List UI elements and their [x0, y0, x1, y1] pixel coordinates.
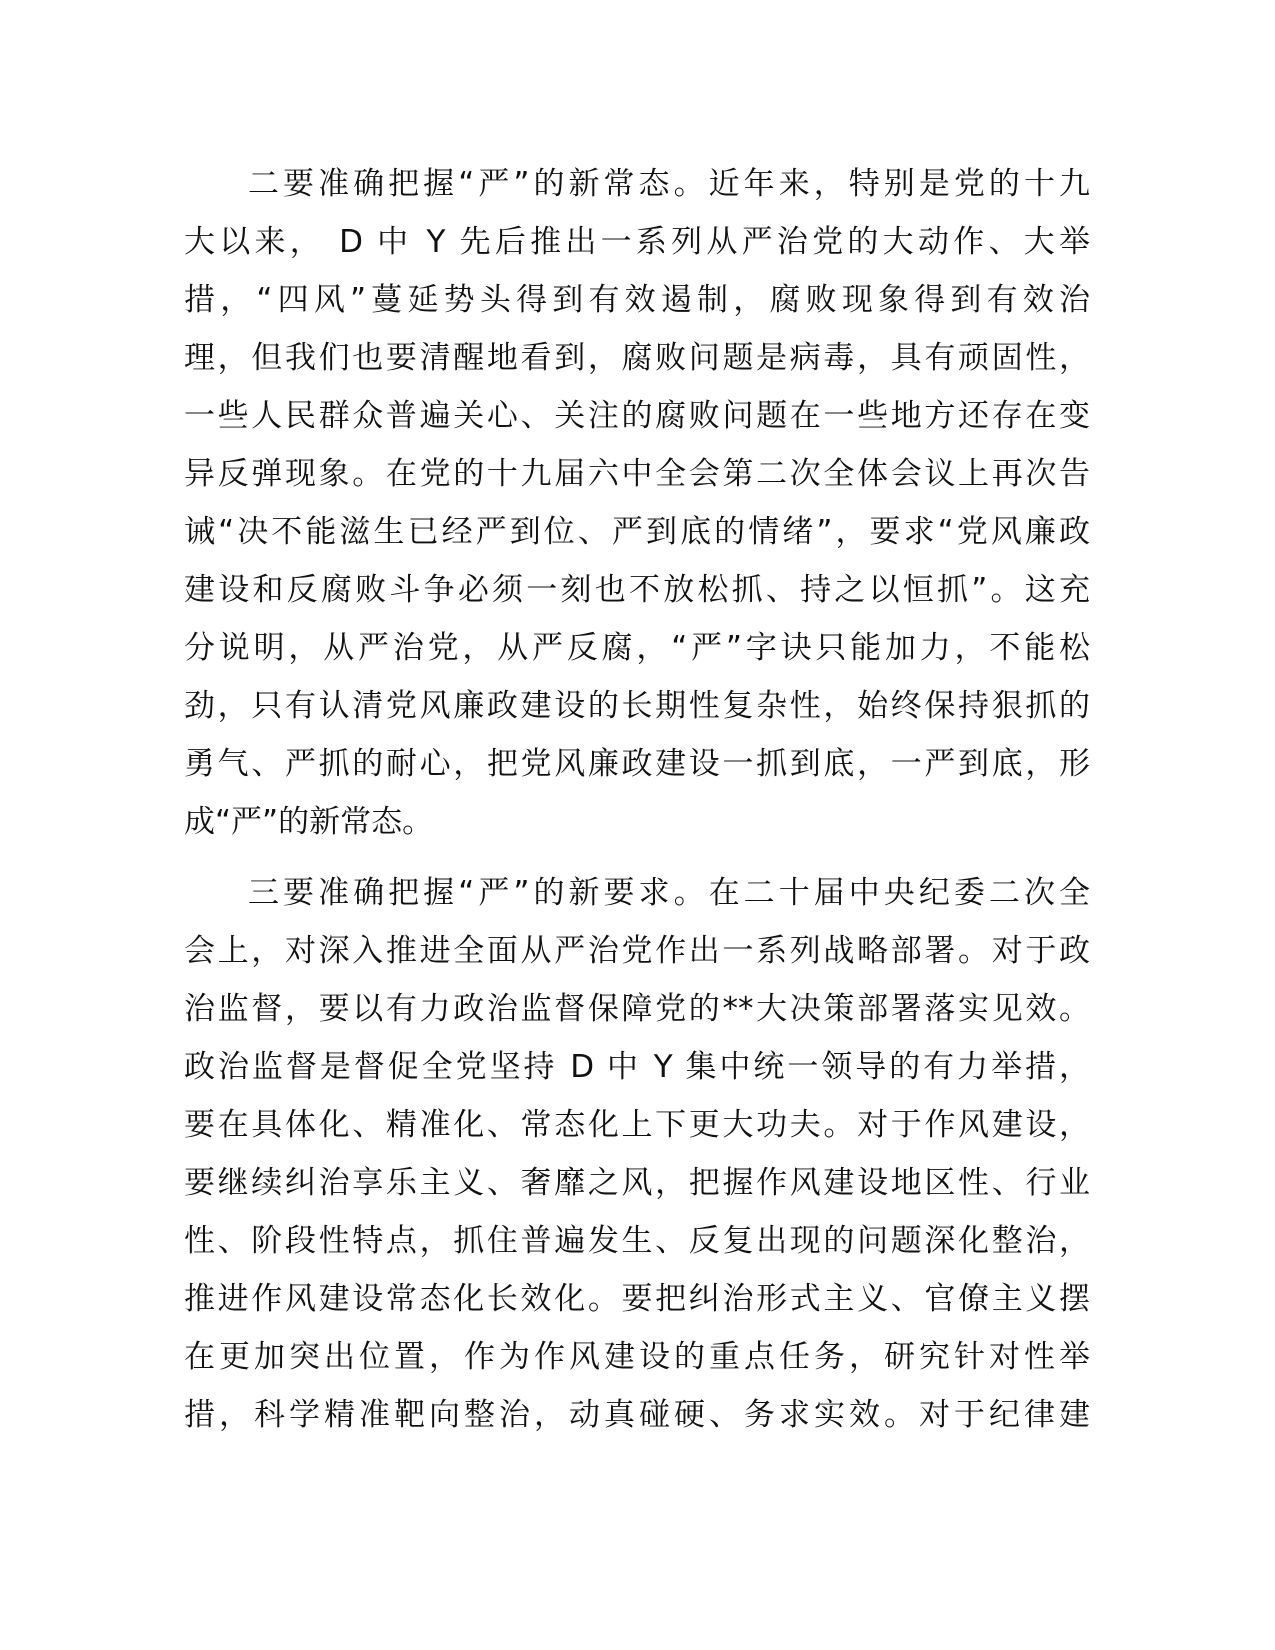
text-line: 推进作风建设常态化长效化。要把纠治形式主义、官僚主义摆 [184, 1281, 1090, 1317]
paragraph-spacer [184, 851, 1090, 864]
document-body [184, 155, 1090, 1444]
text-line: 建设和反腐败斗争必须一刻也不放松抓、持之以恒抓”。这充 [184, 572, 1090, 608]
text-line: 在更加突出位置，作为作风建设的重点任务，研究针对性举 [184, 1339, 1090, 1375]
text-line: 劲，只有认清党风廉政建设的长期性复杂性，始终保持狠抓的 [184, 688, 1090, 724]
paragraph-1 [184, 155, 1090, 851]
text-line: 二要准确把握“严”的新常态。近年来，特别是党的十九 [248, 166, 1090, 202]
text-line: 成“严”的新常态。 [184, 804, 434, 840]
text-line: 一些人民群众普遍关心、关注的腐败问题在一些地方还存在变 [184, 398, 1090, 434]
text-line: 理，但我们也要清醒地看到，腐败问题是病毒，具有顽固性， [184, 340, 1090, 376]
text-line: 政治监督是督促全党坚持 D 中 Y 集中统一领导的有力举措， [184, 1049, 1090, 1085]
text-line: 诫“决不能滋生已经严到位、严到底的情绪”，要求“党风廉政 [184, 514, 1090, 550]
text-line: 要继续纠治享乐主义、奢靡之风，把握作风建设地区性、行业 [184, 1165, 1090, 1201]
text-line: 异反弹现象。在党的十九届六中全会第二次全体会议上再次告 [184, 456, 1090, 492]
text-line: 大以来， D 中 Y 先后推出一系列从严治党的大动作、大举 [184, 224, 1090, 260]
text-line: 要在具体化、精准化、常态化上下更大功夫。对于作风建设， [184, 1107, 1090, 1143]
text-line: 治监督，要以有力政治监督保障党的**大决策部署落实见效。 [184, 991, 1090, 1027]
text-line: 勇气、严抓的耐心，把党风廉政建设一抓到底，一严到底，形 [184, 746, 1090, 782]
text-line: 措，“四风”蔓延势头得到有效遏制，腐败现象得到有效治 [184, 282, 1090, 318]
text-line: 性、阶段性特点，抓住普遍发生、反复出现的问题深化整治， [184, 1223, 1090, 1259]
text-line: 三要准确把握“严”的新要求。在二十届中央纪委二次全 [248, 875, 1090, 911]
text-line: 分说明，从严治党，从严反腐，“严”字诀只能加力，不能松 [184, 630, 1090, 666]
paragraph-2 [184, 864, 1090, 1444]
text-line: 会上，对深入推进全面从严治党作出一系列战略部署。对于政 [184, 933, 1090, 969]
text-line: 措，科学精准靶向整治，动真碰硬、务求实效。对于纪律建 [184, 1397, 1090, 1433]
